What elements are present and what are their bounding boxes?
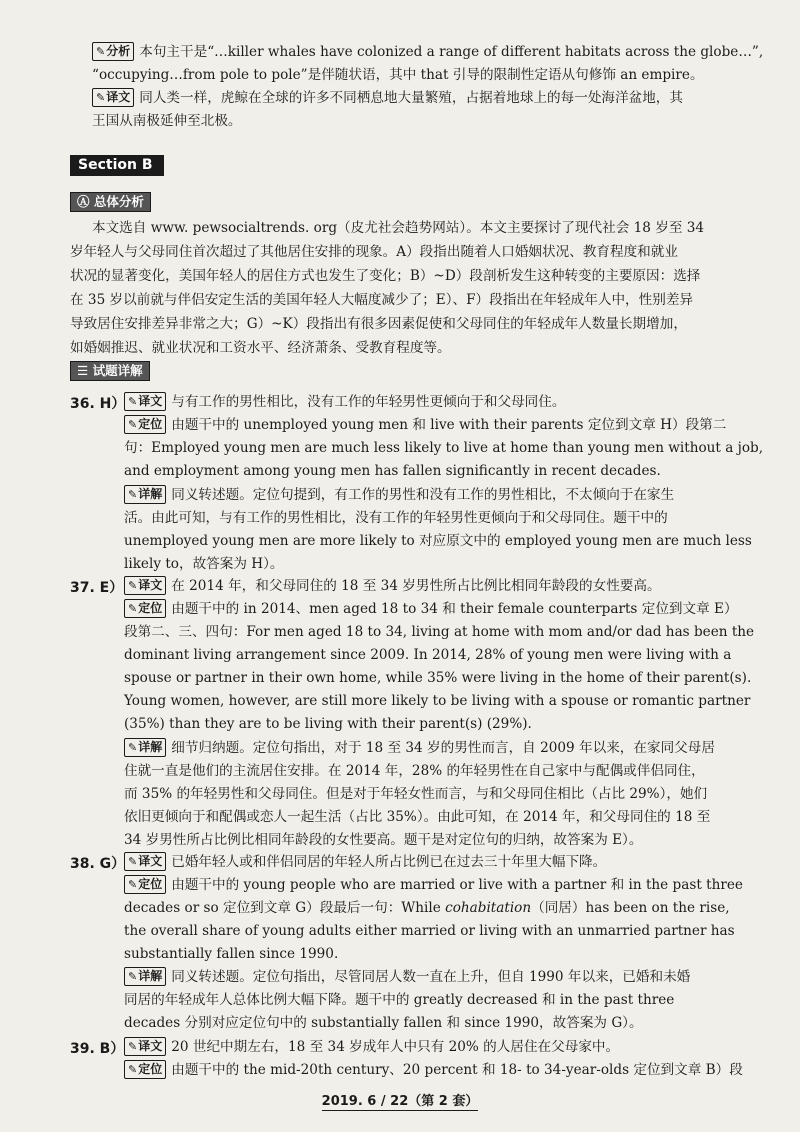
xiangjie-tag: ✎详解 [124, 485, 166, 504]
section-title: Section B [70, 155, 164, 176]
q37-dingwei-2: 段第二、三、四句：For men aged 18 to 34, living at home with mom and/or dad has been the [124, 624, 755, 640]
pen-icon: ✎ [128, 741, 138, 754]
page-footer: 2019. 6 / 22（第 2 套） [321, 1094, 479, 1109]
yiwen-tag: ✎译文 [124, 392, 166, 411]
yiwen-line-2: 王国从南极延伸至北极。 [92, 113, 242, 129]
list-icon: ☰ [77, 363, 89, 378]
dingwei-tag: ✎定位 [124, 599, 166, 618]
detail-label: ☰ 试题详解 [70, 361, 150, 381]
overall-line-5: 导致居住安排差异非常之大；G）~K）段指出有很多因素促使和父母同住的年轻成年人数量长期增加， [70, 316, 687, 332]
pen-icon: ✎ [128, 418, 138, 431]
yiwen-tag: ✎译文 [124, 1037, 166, 1056]
q38-xiangjie-3: decades 分别对应定位句中的 substantially fallen 和 since 1990，故答案为 G）。 [124, 1015, 643, 1031]
q38-dingwei-1: ✎定位 由题干中的 young people who are married or live with a partner 和 in the past three [124, 874, 743, 896]
q37-xiangjie-1: ✎详解 细节归纳题。定位句指出，对于 18 至 34 岁的男性而言，自 2009 年以来，在家同父母居 [124, 737, 715, 759]
yiwen-tag: ✎译文 [92, 88, 134, 107]
dingwei-tag: ✎定位 [124, 1060, 166, 1079]
overall-line-4: 在 35 岁以前就与伴侣安定生活的美国年轻人大幅度减少了；E）、F）段指出在年轻成年人中，性别差异 [70, 292, 694, 308]
q36-xiangjie-3: unemployed young men are more likely to 对应原文中的 employed young men are much less [124, 533, 752, 549]
q37-xiangjie-4: 依旧更倾向于和配偶或恋人一起生活（占比 35%）。由此可知，在 2014 年，和父母同住的 18 至 [124, 809, 711, 825]
overall-line-6: 如婚姻推迟、就业状况和工资水平、经济萧条、受教育程度等。 [70, 340, 451, 356]
q36-xiangjie-4: likely to，故答案为 H）。 [124, 556, 284, 572]
question-38-number: 38. G） [70, 856, 126, 872]
q38-dingwei-3: the overall share of young adults either married or living with an unmarried partner has [124, 923, 735, 939]
question-37-number: 37. E） [70, 580, 124, 596]
pen-icon: ✎ [128, 970, 138, 983]
yiwen-tag: ✎译文 [124, 576, 166, 595]
q37-dingwei-4: spouse or partner in their own home, while 35% were living in the home of their parent(s). [124, 670, 752, 686]
xiangjie-tag: ✎详解 [124, 967, 166, 986]
pen-icon: ✎ [128, 579, 138, 592]
q36-dingwei-3: and employment among young men has fallen significantly in recent decades. [124, 463, 661, 479]
q38-dingwei-4: substantially fallen since 1990. [124, 946, 339, 962]
fenxi-line-2: “occupying…from pole to pole”是伴随状语，其中 that 引导的限制性定语从句修饰 an empire。 [92, 67, 704, 83]
pen-icon: ✎ [96, 91, 106, 104]
q39-yiwen [124, 1036, 619, 1058]
q37-dingwei-3: dominant living arrangement since 2009. In 2014, 28% of young men were living with a [124, 647, 732, 663]
q38-xiangjie-1: ✎详解 同义转述题。定位句指出，尽管同居人数一直在上升，但自 1990 年以来，已婚和未婚 [124, 966, 690, 988]
yiwen-line-1: ✎译文 同人类一样，虎鲸在全球的许多不同栖息地大量繁殖，占据着地球上的每一处海洋盆地，其 [92, 87, 683, 109]
dingwei-tag: ✎定位 [124, 875, 166, 894]
q37-xiangjie-3: 而 35% 的年轻男性和父母同住。但是对于年轻女性而言，与和父母同住相比（占比 29%），她们 [124, 786, 708, 802]
overall-line-1: 本文选自 www. pewsocialtrends. org（皮尤社会趋势网站）。本文主要探讨了现代社会 18 岁至 34 [92, 220, 705, 236]
pen-icon: ✎ [128, 855, 138, 868]
q37-xiangjie-5: 34 岁男性所占比例比相同年龄段的女性要高。题干是对定位句的归纳，故答案为 E）。 [124, 832, 643, 848]
fenxi-tag: ✎分析 [92, 42, 134, 61]
xiangjie-tag: ✎详解 [124, 738, 166, 757]
q37-dingwei-6: (35%) than they are to be living with their parent(s) (29%). [124, 716, 532, 732]
q38-xiangjie-2: 同居的年轻成年人总体比例大幅下降。题干中的 greatly decreased 和 in the past three [124, 992, 675, 1008]
q38-yiwen: ✎译文 已婚年轻人或和伴侣同居的年轻人所占比例已在过去三十年里大幅下降。 [124, 851, 606, 873]
q36-dingwei-1: ✎定位 由题干中的 unemployed young men 和 live with their parents 定位到文章 H）段第二 [124, 414, 726, 436]
a-icon: Ⓐ [77, 194, 90, 209]
q37-yiwen: ✎译文 在 2014 年，和父母同住的 18 至 34 岁男性所占比例比相同年龄段的女性要高。 [124, 575, 661, 597]
overall-label: Ⓐ 总体分析 [70, 192, 151, 212]
q37-xiangjie-2: 住就一直是他们的主流居住安排。在 2014 年，28% 的年轻男性在自己家中与配偶或伴侣同住， [124, 763, 705, 779]
q36-yiwen: ✎译文 与有工作的男性相比，没有工作的年轻男性更倾向于和父母同住。 [124, 391, 565, 413]
q39-dingwei-1 [124, 1059, 743, 1081]
yiwen-tag: ✎译文 [124, 852, 166, 871]
pen-icon: ✎ [96, 45, 106, 58]
q39-dingwei-text: 由题干中的 the mid-20th century、20 percent 和 18- to 34-year-olds 定位到文章 B）段 [171, 1062, 743, 1078]
overall-line-3: 状况的显著变化，美国年轻人的居住方式也发生了变化；B）~D）段剖析发生这种转变的主要原因：选择 [70, 268, 701, 284]
q36-xiangjie-2: 活。由此可知，与有工作的男性相比，没有工作的年轻男性更倾向于和父母同住。题干中的 [124, 510, 668, 526]
pen-icon: ✎ [128, 488, 138, 501]
fenxi-line-1: ✎分析 本句主干是“…killer whales have colonized a range of different habitats across the globe…”, [92, 41, 763, 63]
q36-dingwei-2: 句：Employed young men are much less likely to live at home than young men without a job, [124, 440, 764, 456]
question-36-number: 36. H） [70, 396, 126, 412]
pen-icon: ✎ [128, 1063, 138, 1076]
dingwei-tag: ✎定位 [124, 415, 166, 434]
overall-line-2: 岁年轻人与父母同住首次超过了其他居住安排的现象。A）段指出随着人口婚姻状况、教育程度和就业 [70, 244, 678, 260]
question-39-number: 39. B） [70, 1041, 125, 1057]
pen-icon: ✎ [128, 1040, 138, 1053]
q36-xiangjie-1: ✎详解 同义转述题。定位句提到，有工作的男性和没有工作的男性相比，不太倾向于在家生 [124, 484, 674, 506]
q37-dingwei-5: Young women, however, are still more likely to be living with a spouse or romantic partner [124, 693, 751, 709]
q37-dingwei-1: ✎定位 由题干中的 in 2014、men aged 18 to 34 和 their female counterparts 定位到文章 E） [124, 598, 738, 620]
q39-yiwen-text: 20 世纪中期左右，18 至 34 岁成年人中只有 20% 的人居住在父母家中。 [171, 1039, 620, 1055]
pen-icon: ✎ [128, 878, 138, 891]
q38-dingwei-2: decades or so 定位到文章 G）段最后一句：While cohabitation（同居）has been on the rise, [124, 900, 730, 916]
pen-icon: ✎ [128, 602, 138, 615]
pen-icon: ✎ [128, 395, 138, 408]
